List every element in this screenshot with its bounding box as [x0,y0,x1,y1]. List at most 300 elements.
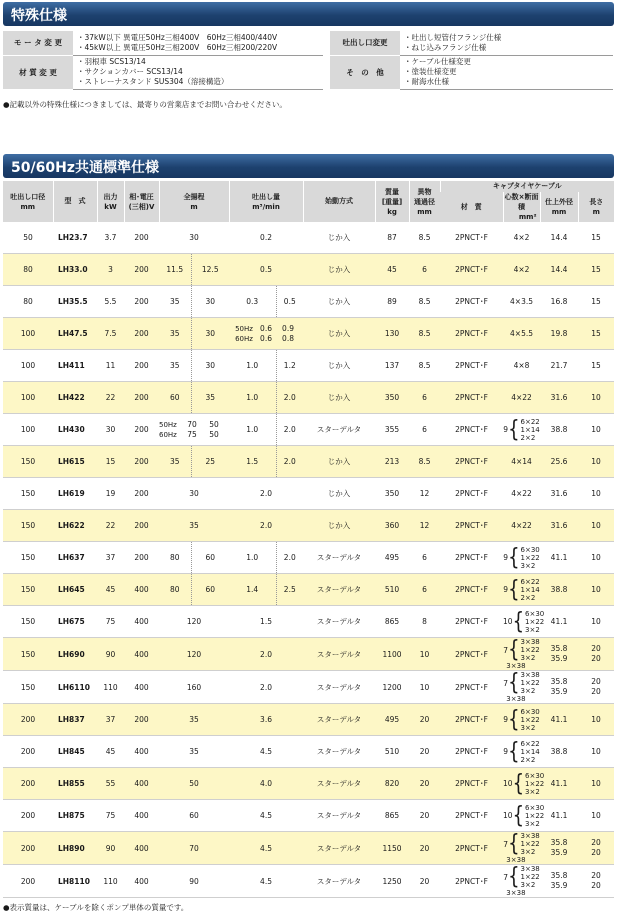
voltage-cell: 200 [124,478,159,510]
diameter-value: 38.8 [550,584,568,594]
outlet-cell: 150 [3,542,53,574]
standard-spec-title: 50/60Hz共通標準仕様 [11,160,159,176]
cores-list [521,832,540,856]
flow-cell: 2.0 [276,414,303,446]
spec-value [400,55,613,89]
voltage-cell: 400 [124,736,159,768]
special-spec-note: ●記載以外の特殊仕様につきましては、最寄りの営業店までお問い合わせください。 [3,100,287,109]
spec-value [400,31,613,55]
material-cell: 2PNCT･F [440,222,503,254]
length-cell [578,350,614,382]
voltage-cell: 400 [124,800,159,832]
length-cell [578,671,614,704]
power-cell: 7.5 [97,318,124,350]
start-cell: スターデルタ [303,768,375,800]
cores-extra: 3×38 [506,889,526,897]
material-cell: 2PNCT･F [440,800,503,832]
material-cell: 2PNCT･F [440,865,503,898]
start-cell: じか入 [303,478,375,510]
start-cell: スターデルタ [303,542,375,574]
foreign-cell: 6 [409,254,440,286]
outlet-cell: 80 [3,286,53,318]
foreign-cell: 8.5 [409,318,440,350]
voltage-cell: 400 [124,638,159,671]
header-foreign: 異物 通過径 mm [409,181,440,222]
cores-group [503,635,540,670]
head-cell: 70 [159,832,229,865]
power-cell: 30 [97,414,124,446]
mass-note: ●表示質量は、ケーブルを除くポンプ単体の質量です。 [3,903,189,912]
flow-hz-b: 0.8 [282,333,294,343]
voltage-cell: 400 [124,671,159,704]
cores-item: 3×38 [520,671,540,679]
diameter-cell [540,350,578,382]
voltage-cell: 200 [124,542,159,574]
diameter-value: 14.4 [550,232,568,242]
table-row [3,382,614,414]
power-cell: 55 [97,768,124,800]
mass-cell: 350 [375,478,409,510]
spec-line: ・吐出し短管付フランジ仕様 [404,32,502,42]
voltage-cell: 200 [124,318,159,350]
cores-cell: 4×22 [503,510,540,542]
head-cell: 120 [159,638,229,671]
cores-item: 3×2 [520,561,536,570]
cores-item: 1×22 [520,715,540,724]
mass-cell: 495 [375,704,409,736]
cores-cell [503,829,540,865]
start-cell: じか入 [303,510,375,542]
flow-hz-line [229,324,303,334]
mass-cell: 510 [375,574,409,606]
length-value: 10 [591,424,601,434]
start-cell: スターデルタ [303,800,375,832]
header-power: 出力 kW [97,181,124,222]
head-cell: 35 [159,736,229,768]
cores-item: 1×14 [520,425,540,434]
spec-value [73,55,323,89]
model-cell: LH33.0 [53,254,97,286]
diameter-value: 38.8 [550,424,568,434]
outlet-cell: 200 [3,768,53,800]
start-cell: スターデルタ [303,414,375,446]
cores-item: 3×2 [525,625,540,634]
mass-cell: 45 [375,254,409,286]
mass-cell: 495 [375,542,409,574]
diameter-value: 31.6 [550,392,568,402]
outlet-cell: 100 [3,382,53,414]
length-cell [578,704,614,736]
model-cell: LH47.5 [53,318,97,350]
cores-cell [503,704,540,736]
cores-cell [503,606,545,638]
cores-group [503,543,540,571]
length-value: 10 [591,520,601,530]
cores-cell [503,635,540,671]
diameter-cell [540,768,578,800]
length-value: 10 [591,584,601,594]
cores-cell [503,542,540,574]
foreign-cell: 12 [409,478,440,510]
power-cell: 22 [97,510,124,542]
special-spec-banner [3,2,614,26]
head-cell: 60 [191,542,229,574]
material-cell: 2PNCT･F [440,606,503,638]
power-cell: 75 [97,800,124,832]
mass-cell: 355 [375,414,409,446]
diameter-value: 41.1 [550,552,568,562]
brace-icon: { [508,862,520,890]
start-cell: じか入 [303,446,375,478]
diameter-cell [540,800,578,832]
model-cell: LH411 [53,350,97,382]
length-cell [578,222,614,254]
foreign-cell: 8.5 [409,350,440,382]
length-value: 10 [591,616,601,626]
cores-item: 1×22 [520,679,540,687]
cores-count: 10 [503,779,513,788]
diameter-value: 41.1 [550,714,568,724]
cores-list [525,804,544,828]
special-spec-left-table [3,31,323,90]
power-cell: 45 [97,574,124,606]
cores-item: 6×30 [525,771,545,780]
flow-cell: 1.0 [229,350,276,382]
model-cell: LH35.5 [53,286,97,318]
length-cell [578,286,614,318]
cores-item: 1×22 [520,840,540,848]
cores-list [525,610,544,634]
model-cell: LH6110 [53,671,97,704]
head-cell: 90 [159,865,229,898]
head-cell: 12.5 [191,254,229,286]
material-cell: 2PNCT･F [440,478,503,510]
length-value: 10 [591,392,601,402]
power-cell: 37 [97,704,124,736]
flow-cell: 1.5 [229,606,303,638]
start-cell: じか入 [303,254,375,286]
foreign-cell: 20 [409,800,440,832]
voltage-cell: 200 [124,350,159,382]
head-hz-label: 60Hz [159,430,177,439]
length-value: 10 [591,488,601,498]
cores-item: 1×22 [525,617,545,626]
foreign-cell: 6 [409,414,440,446]
spec-label: そ の 他 [330,55,400,89]
diameter-value: 41.1 [550,810,568,820]
model-cell: LH690 [53,638,97,671]
cores-cell [503,414,540,446]
mass-cell: 130 [375,318,409,350]
model-cell: LH855 [53,768,97,800]
diameter-cell [540,736,578,768]
flow-cell: 2.0 [229,510,303,542]
diameter-cell [540,414,578,446]
cores-item: 3×2 [520,881,536,889]
flow-hz-label: 60Hz [235,334,253,343]
mass-cell: 213 [375,446,409,478]
flow-hz-a: 0.6 [260,333,272,343]
flow-cell: 1.0 [229,414,276,446]
cores-list [521,708,540,732]
material-cell: 2PNCT･F [440,704,503,736]
spec-line: ・ストレーナスタンド SUS304（溶接構造） [77,77,229,86]
diameter-value: 14.4 [550,264,568,274]
power-cell: 37 [97,542,124,574]
special-spec-right-table [330,31,613,90]
spec-value [73,31,323,55]
flow-hz-label: 50Hz [235,324,253,333]
cores-item: 1×22 [520,873,540,881]
spec-line: ・ねじ込みフランジ仕様 [404,42,487,52]
cores-list [521,671,540,695]
brace-icon: { [512,607,525,635]
head-cell: 80 [159,542,191,574]
diameter-value: 31.6 [550,520,568,530]
brace-icon: { [508,635,520,663]
diameter-cell [540,222,578,254]
start-cell: じか入 [303,286,375,318]
flow-cell: 4.0 [229,768,303,800]
cores-group [503,575,540,603]
spec-row [3,31,323,55]
header-length: 長さ m [578,192,614,222]
table-row [3,510,614,542]
head-cell: 30 [191,318,229,350]
voltage-cell: 400 [124,865,159,898]
head-cell [159,414,229,446]
power-cell: 110 [97,865,124,898]
mass-cell: 89 [375,286,409,318]
outlet-cell: 150 [3,671,53,704]
header-cable: キャブタイヤケーブル [440,181,614,192]
diameter-value: 35.9 [550,687,568,696]
diameter-value: 16.8 [550,296,568,306]
special-spec-title: 特殊仕様 [11,8,67,24]
outlet-cell: 100 [3,318,53,350]
voltage-cell: 200 [124,382,159,414]
material-cell: 2PNCT･F [440,318,503,350]
cores-item: 3×2 [520,848,536,856]
start-cell: スターデルタ [303,606,375,638]
header-mass: 質量 [重量] kg [375,181,409,222]
foreign-cell: 20 [409,736,440,768]
mass-cell: 137 [375,350,409,382]
cores-main [503,862,540,890]
head-hz-a: 70 [187,419,197,429]
cores-group [503,607,545,635]
length-value: 20 [591,677,601,686]
outlet-cell: 80 [3,254,53,286]
cores-group [503,801,545,829]
start-cell: スターデルタ [303,574,375,606]
header-flow: 吐出し量 m³/min [229,181,303,222]
foreign-cell: 6 [409,574,440,606]
head-cell: 30 [191,350,229,382]
head-cell: 35 [159,318,191,350]
model-cell: LH637 [53,542,97,574]
flow-cell: 0.3 [229,286,276,318]
table-row [3,736,614,768]
cores-main [503,575,540,603]
outlet-cell: 200 [3,736,53,768]
length-cell [578,768,614,800]
outlet-cell: 200 [3,832,53,865]
diameter-cell [540,832,578,865]
cores-item: 1×14 [520,747,540,756]
cores-group [503,415,540,443]
start-cell: スターデルタ [303,865,375,898]
diameter-value: 35.9 [550,881,568,890]
outlet-cell: 150 [3,510,53,542]
table-row [3,671,614,704]
flow-cell: 2.0 [229,671,303,704]
length-value: 10 [591,778,601,788]
flow-cell: 0.5 [229,254,303,286]
foreign-cell: 8.5 [409,286,440,318]
cores-cell: 4×22 [503,382,540,414]
outlet-cell: 200 [3,865,53,898]
length-value: 20 [591,838,601,847]
length-value: 10 [591,714,601,724]
material-cell: 2PNCT･F [440,671,503,704]
flow-cell: 4.5 [229,736,303,768]
power-cell: 3.7 [97,222,124,254]
start-cell: スターデルタ [303,638,375,671]
power-cell: 11 [97,350,124,382]
cores-list [521,418,540,442]
material-cell: 2PNCT･F [440,736,503,768]
outlet-cell: 150 [3,606,53,638]
material-cell: 2PNCT･F [440,638,503,671]
diameter-cell [540,574,578,606]
head-cell: 35 [159,446,191,478]
model-cell: LH890 [53,832,97,865]
header-model: 型 式 [53,181,97,222]
mass-cell: 1100 [375,638,409,671]
length-cell [578,865,614,898]
model-cell: LH23.7 [53,222,97,254]
diameter-value: 35.8 [550,677,568,686]
spec-label: 材 質 変 更 [3,55,73,89]
material-cell: 2PNCT･F [440,350,503,382]
length-cell [578,638,614,671]
cores-group [503,829,540,864]
cores-item: 2×2 [520,755,536,764]
cores-item: 2×2 [520,433,536,442]
diameter-value: 41.1 [550,778,568,788]
outlet-cell: 100 [3,414,53,446]
cores-item: 3×2 [520,654,536,662]
length-cell [578,254,614,286]
length-value: 15 [591,264,601,274]
diameter-value: 41.1 [550,616,568,626]
foreign-cell: 8.5 [409,222,440,254]
length-cell [578,414,614,446]
brace-icon: { [512,769,525,797]
model-cell: LH8110 [53,865,97,898]
foreign-cell: 6 [409,542,440,574]
power-cell: 19 [97,478,124,510]
foreign-cell: 20 [409,704,440,736]
length-cell [578,542,614,574]
flow-cell: 2.0 [276,542,303,574]
model-cell: LH619 [53,478,97,510]
flow-cell: 4.5 [229,800,303,832]
cores-count: 9 [503,585,509,594]
cores-item: 6×22 [520,577,540,586]
brace-icon: { [508,737,520,765]
cores-list [521,740,540,764]
cores-cell [503,668,540,704]
cores-group [503,705,540,733]
spec-line: ・45kW以上 異電圧50Hz三相200V 60Hz三相200/220V [77,42,278,52]
cores-item: 1×22 [520,646,540,654]
head-hz-label: 50Hz [159,420,177,429]
length-value: 15 [591,232,601,242]
cores-extra: 3×38 [506,856,526,864]
material-cell: 2PNCT･F [440,510,503,542]
table-row [3,254,614,286]
table-row [3,318,614,350]
cores-item: 6×22 [520,417,540,426]
voltage-cell: 200 [124,414,159,446]
cores-count: 10 [503,617,513,626]
flow-cell: 3.6 [229,704,303,736]
diameter-cell [540,510,578,542]
cores-cell [503,800,545,832]
table-row [3,414,614,446]
power-cell: 3 [97,254,124,286]
mass-cell: 1250 [375,865,409,898]
diameter-value: 35.8 [550,871,568,880]
outlet-cell: 150 [3,638,53,671]
diameter-cell [540,865,578,898]
spec-row [330,31,613,55]
start-cell: スターデルタ [303,671,375,704]
flow-hz-b: 0.9 [282,323,294,333]
flow-cell: 0.5 [276,286,303,318]
spec-line: ・塗装仕様変更 [404,67,457,76]
head-cell: 35 [159,704,229,736]
cores-cell: 4×14 [503,446,540,478]
foreign-cell: 10 [409,671,440,704]
cores-list [521,865,540,889]
flow-cell: 1.2 [276,350,303,382]
model-cell: LH622 [53,510,97,542]
cores-count: 7 [503,678,509,688]
length-cell [578,382,614,414]
length-value: 15 [591,296,601,306]
model-cell: LH430 [53,414,97,446]
standard-spec-table [3,181,614,898]
cores-item: 6×30 [520,545,540,554]
head-cell: 25 [191,446,229,478]
outlet-cell: 150 [3,446,53,478]
flow-hz-line [229,334,303,344]
length-value: 10 [591,746,601,756]
length-cell [578,800,614,832]
foreign-cell: 8 [409,606,440,638]
cores-cell: 4×8 [503,350,540,382]
standard-spec-banner [3,154,614,178]
head-cell: 30 [159,478,229,510]
diameter-cell [540,478,578,510]
cores-cell: 4×2 [503,254,540,286]
material-cell: 2PNCT･F [440,414,503,446]
cores-count: 7 [503,645,509,655]
power-cell: 110 [97,671,124,704]
